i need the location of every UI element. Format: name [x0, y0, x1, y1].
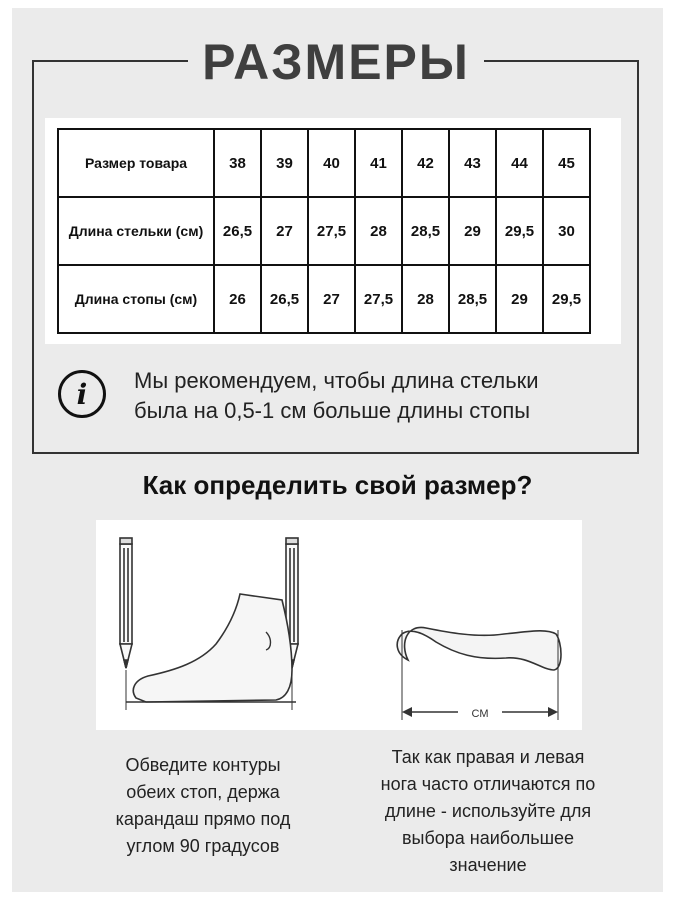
caption-line: длине - используйте для [384, 801, 592, 821]
size-table [57, 128, 591, 334]
table-cell: 28,5 [402, 197, 449, 265]
table-cell: 27,5 [308, 197, 355, 265]
caption-right [350, 744, 626, 879]
measurement-illustration [96, 520, 582, 730]
ruler-label: СМ [471, 708, 489, 720]
frame-line-left [32, 60, 34, 452]
info-icon: i [58, 370, 106, 418]
caption-line: нога часто отличаются по [380, 774, 596, 794]
table-row [58, 129, 590, 197]
table-cell: 39 [261, 129, 308, 197]
caption-line: Так как правая и левая [391, 747, 585, 767]
caption-left [88, 752, 318, 860]
page-title: РАЗМЕРЫ [202, 34, 470, 90]
recommendation-line: Мы рекомендуем, чтобы длина стельки [134, 368, 539, 393]
table-cell: 27 [261, 197, 308, 265]
table-cell: 29 [449, 197, 496, 265]
table-cell: 26,5 [214, 197, 261, 265]
frame-line-top-right [484, 60, 638, 62]
table-cell: 26,5 [261, 265, 308, 333]
frame-line-right [637, 60, 639, 452]
caption-line: углом 90 градусов [126, 836, 280, 856]
table-cell: 28 [355, 197, 402, 265]
caption-line: выбора наибольшее [401, 828, 575, 848]
row-header: Размер товара [58, 129, 214, 197]
table-cell: 41 [355, 129, 402, 197]
frame-line-bottom [32, 452, 639, 454]
table-row [58, 197, 590, 265]
row-header: Длина стопы (см) [58, 265, 214, 333]
table-cell: 42 [402, 129, 449, 197]
caption-line: обеих стоп, держа [126, 782, 280, 802]
table-cell: 27,5 [355, 265, 402, 333]
table-cell: 27 [308, 265, 355, 333]
table-cell: 28 [402, 265, 449, 333]
table-cell: 29,5 [543, 265, 590, 333]
caption-line: значение [449, 855, 527, 875]
table-cell: 40 [308, 129, 355, 197]
size-table-panel [45, 118, 621, 344]
caption-line: карандаш прямо под [115, 809, 291, 829]
footprint-icon [397, 627, 561, 670]
table-cell: 45 [543, 129, 590, 197]
table-cell: 44 [496, 129, 543, 197]
table-cell: 29,5 [496, 197, 543, 265]
recommendation-note [134, 366, 614, 426]
table-cell: 29 [496, 265, 543, 333]
row-header: Длина стельки (см) [58, 197, 214, 265]
table-cell: 26 [214, 265, 261, 333]
table-cell: 43 [449, 129, 496, 197]
measurement-drawing [96, 520, 582, 730]
table-cell: 30 [543, 197, 590, 265]
table-cell: 38 [214, 129, 261, 197]
caption-line: Обведите контуры [125, 755, 281, 775]
pencil-icon [120, 538, 132, 668]
table-cell: 28,5 [449, 265, 496, 333]
table-row [58, 265, 590, 333]
how-to-title: Как определить свой размер? [142, 470, 533, 500]
frame-line-top-left [32, 60, 188, 62]
recommendation-line: была на 0,5-1 см больше длины стопы [134, 398, 531, 423]
